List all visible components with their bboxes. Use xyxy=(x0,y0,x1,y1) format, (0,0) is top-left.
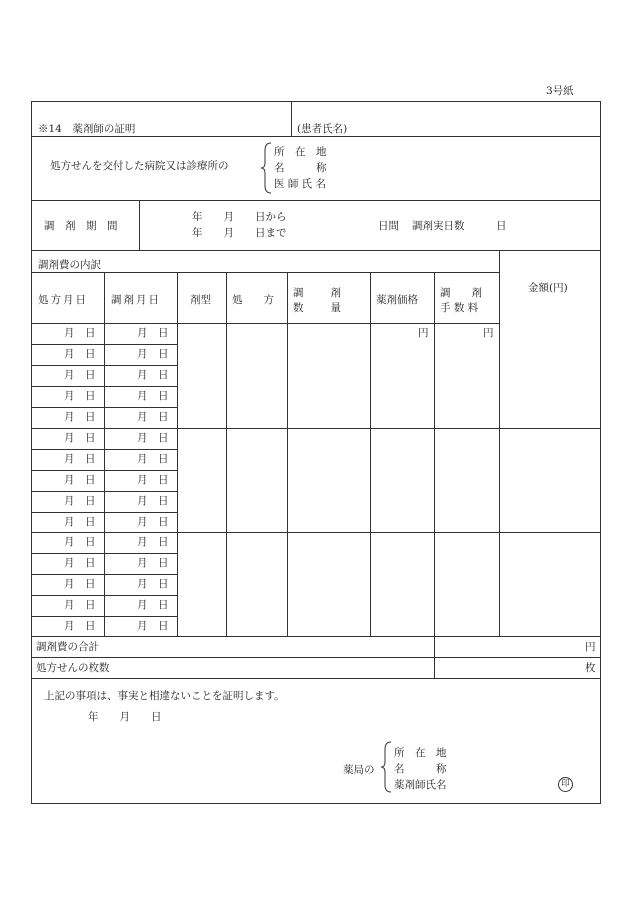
divider xyxy=(287,272,288,636)
divider xyxy=(32,616,177,617)
form-title: ※14 薬剤師の証明 xyxy=(38,123,136,135)
divider xyxy=(32,470,177,471)
prescription-date: 月 日 xyxy=(64,557,96,569)
drug-price-yen: 円 xyxy=(418,327,429,339)
col-dispensing-date: 調剤月日 xyxy=(111,294,161,306)
dispensing-date: 月 日 xyxy=(137,327,169,339)
prescription-date: 月 日 xyxy=(64,536,96,548)
dispensing-date: 月 日 xyxy=(137,432,169,444)
divider xyxy=(434,272,435,678)
dispensing-date: 月 日 xyxy=(137,369,169,381)
divider xyxy=(32,657,600,658)
divider xyxy=(32,595,177,596)
divider xyxy=(32,250,600,251)
certification-statement: 上記の事項は、事実と相違ないことを証明します。 xyxy=(44,690,285,702)
divider xyxy=(32,678,600,679)
col-prescription-date: 処方月日 xyxy=(38,294,88,306)
period-days: 日間 xyxy=(378,220,399,232)
prescription-date: 月 日 xyxy=(64,327,96,339)
actual-days-label: 調剤実日数 xyxy=(412,220,465,232)
prescription-date: 月 日 xyxy=(64,411,96,423)
divider xyxy=(139,200,140,250)
divider xyxy=(32,553,177,554)
issuer-name-label: 名 称 xyxy=(274,162,327,174)
dispensing-date: 月 日 xyxy=(137,599,169,611)
col-dispensing-qty-2: 数 量 xyxy=(293,302,343,314)
prescription-date: 月 日 xyxy=(64,390,96,402)
divider xyxy=(104,272,105,636)
seal-mark xyxy=(558,777,573,792)
period-to: 年 月 日まで xyxy=(192,227,287,239)
dispensing-date: 月 日 xyxy=(137,557,169,569)
dispensing-date: 月 日 xyxy=(137,578,169,590)
col-dosage-form: 剤型 xyxy=(190,294,211,306)
prescription-date: 月 日 xyxy=(64,495,96,507)
dispensing-date: 月 日 xyxy=(137,411,169,423)
dispensing-date: 月 日 xyxy=(137,536,169,548)
dispensing-date: 月 日 xyxy=(137,348,169,360)
col-fee-2: 手 数 料 xyxy=(440,302,479,314)
amount-header: 金額(円) xyxy=(528,282,568,294)
divider xyxy=(32,136,600,137)
pharmacist-name-label: 薬剤師氏名 xyxy=(394,779,447,791)
issuer-lead: 処方せんを交付した病院又は診療所の xyxy=(50,160,229,172)
total-unit: 円 xyxy=(585,641,596,653)
certification-date: 年 月 日 xyxy=(88,711,162,723)
count-label: 処方せんの枚数 xyxy=(36,662,110,674)
divider xyxy=(32,365,177,366)
col-prescription: 処 方 xyxy=(232,294,274,306)
col-fee-1: 調 剤 xyxy=(440,287,482,299)
dispensing-date: 月 日 xyxy=(137,516,169,528)
certificate-form xyxy=(31,101,601,804)
divider xyxy=(32,512,177,513)
pharmacy-name-label: 名 称 xyxy=(394,763,447,775)
dispensing-date: 月 日 xyxy=(137,390,169,402)
prescription-date: 月 日 xyxy=(64,348,96,360)
prescription-date: 月 日 xyxy=(64,432,96,444)
issuer-doctor-label: 医 師 氏 名 xyxy=(274,178,327,190)
divider xyxy=(32,491,177,492)
actual-days-unit: 日 xyxy=(496,220,507,232)
divider xyxy=(32,532,600,533)
fee-yen: 円 xyxy=(483,327,494,339)
divider xyxy=(32,449,177,450)
col-drug-price: 薬剤価格 xyxy=(376,294,418,306)
divider xyxy=(32,323,499,324)
left-brace-icon xyxy=(260,142,272,194)
divider xyxy=(32,407,177,408)
prescription-date: 月 日 xyxy=(64,620,96,632)
count-unit: 枚 xyxy=(585,662,596,674)
seal-label: 印 xyxy=(561,779,570,790)
patient-name-label: (患者氏名) xyxy=(297,123,348,135)
dispensing-date: 月 日 xyxy=(137,474,169,486)
period-label: 調 剤 期 間 xyxy=(44,220,118,232)
pharmacy-lead: 薬局の xyxy=(343,764,375,776)
left-brace-icon xyxy=(380,741,392,793)
divider xyxy=(32,386,177,387)
divider xyxy=(370,272,371,636)
divider xyxy=(291,102,292,136)
divider xyxy=(177,272,178,636)
divider xyxy=(32,272,499,273)
divider xyxy=(32,428,600,429)
divider xyxy=(32,200,600,201)
divider xyxy=(32,574,177,575)
total-label: 調剤費の合計 xyxy=(36,641,99,653)
prescription-date: 月 日 xyxy=(64,516,96,528)
breakdown-label: 調剤費の内訳 xyxy=(38,259,101,271)
issuer-address-label: 所 在 地 xyxy=(274,146,327,158)
col-dispensing-qty-1: 調 剤 xyxy=(293,287,343,299)
period-from: 年 月 日から xyxy=(192,211,287,223)
dispensing-date: 月 日 xyxy=(137,620,169,632)
divider xyxy=(32,344,177,345)
prescription-date: 月 日 xyxy=(64,599,96,611)
dispensing-date: 月 日 xyxy=(137,495,169,507)
form-number: 3号紙 xyxy=(546,85,574,97)
prescription-date: 月 日 xyxy=(64,578,96,590)
divider xyxy=(226,272,227,636)
prescription-date: 月 日 xyxy=(64,453,96,465)
dispensing-date: 月 日 xyxy=(137,453,169,465)
divider xyxy=(32,636,600,637)
prescription-date: 月 日 xyxy=(64,369,96,381)
divider xyxy=(499,250,500,636)
pharmacy-address-label: 所 在 地 xyxy=(394,747,447,759)
prescription-date: 月 日 xyxy=(64,474,96,486)
